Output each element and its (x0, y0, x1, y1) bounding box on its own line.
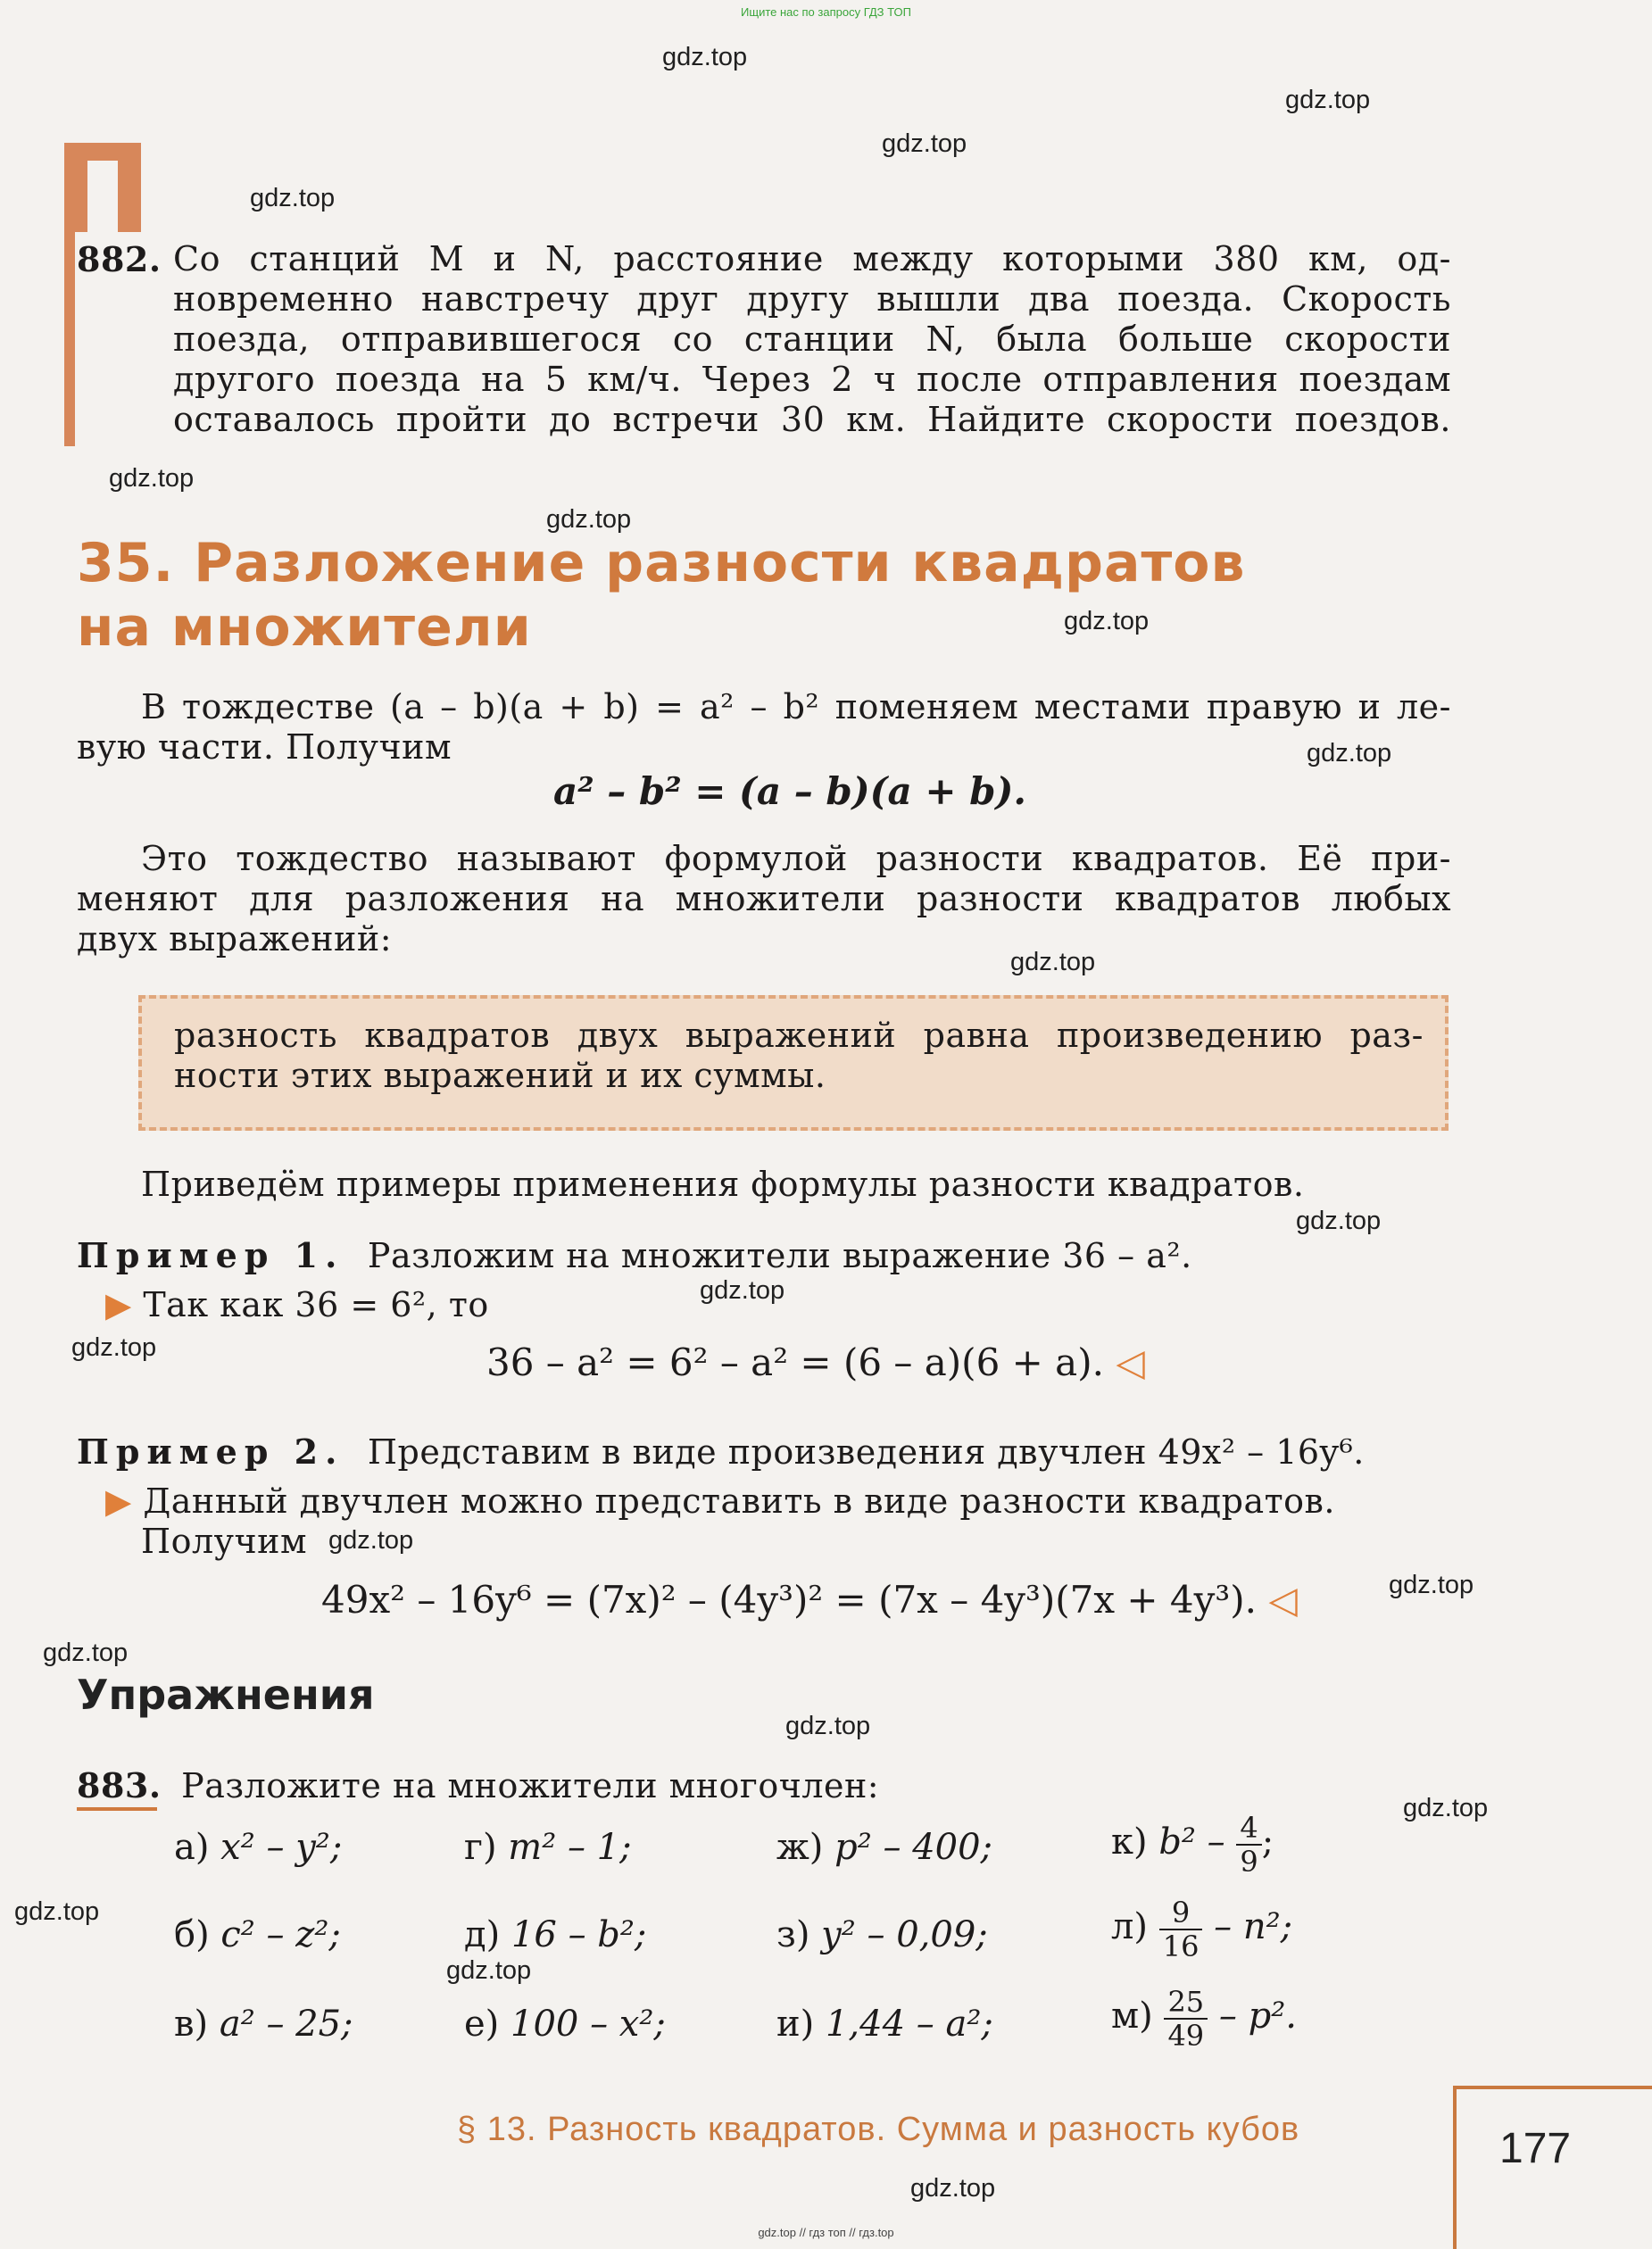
problem-line: оставалось пройти до встречи 30 км. Найдите скорости поездов. (173, 400, 1451, 439)
problem-line: поезда, отправившегося со станции N, была больше скорости (173, 320, 1451, 359)
triangle-left-icon: ◁ (1268, 1578, 1298, 1622)
problem-number: 883. (77, 1765, 162, 1805)
problem-number-underline (77, 1807, 157, 1811)
exercise-item: е) 100 – x²; (464, 2004, 666, 2045)
footer-text: § 13. Разность квадратов. Сумма и разность кубов (457, 2111, 1300, 2148)
triangle-right-icon: ▶ (105, 1481, 132, 1521)
exercise-item: м) $\frac{25}{49}$ – p². (1111, 1985, 1297, 2053)
examples-intro: Приведём примеры применения формулы разности квадратов. (141, 1165, 1305, 1204)
problem-text: Разложите на множители многочлен: (181, 1766, 880, 1805)
exercise-item: л) $\frac{9}{16}$ – n²; (1111, 1896, 1293, 1963)
formula-text: 36 – a² = 6² – a² = (6 – a)(6 + a). (486, 1340, 1104, 1384)
top-note: Ищите нас по запросу ГДЗ ТОП (741, 5, 911, 19)
exercise-item: г) m² – 1; (464, 1827, 632, 1868)
exercise-item: з) y² – 0,09; (776, 1914, 988, 1955)
watermark: gdz.top (446, 1956, 532, 1985)
exercise-item: в) a² – 25; (174, 2004, 353, 2045)
triangle-left-icon: ◁ (1116, 1340, 1145, 1384)
exercise-item: и) 1,44 – a²; (776, 2004, 993, 2045)
bottom-note: gdz.top // гдз топ // гдз.top (758, 2226, 894, 2239)
paragraph-line: двух выражений: (77, 919, 393, 959)
paragraph-line: меняют для разложения на множители разности квадратов любых (77, 879, 1451, 918)
problem-883-heading (77, 1765, 879, 1805)
fraction: $\frac{9}{16}$ (1159, 1896, 1203, 1963)
watermark: gdz.top (71, 1333, 157, 1362)
watermark: gdz.top (14, 1897, 100, 1926)
watermark: gdz.top (1296, 1207, 1382, 1235)
watermark: gdz.top (1389, 1571, 1474, 1599)
intro-formula: a² – b² = (a – b)(a + b). (553, 769, 1027, 813)
intro-text (77, 687, 1451, 768)
exercise-item: а) x² – y²; (174, 1827, 343, 1868)
problem-marker-cutout (87, 161, 118, 232)
watermark: gdz.top (1285, 86, 1371, 114)
intro-line: В тождестве (a – b)(a + b) = a² – b² поменяем местами правую и ле- (141, 687, 1451, 726)
paragraph-line: Это тождество называют формулой разности квадратов. Её при- (141, 839, 1451, 878)
bleed-through (1232, 143, 1241, 178)
section-title-line2: на множители (77, 596, 532, 659)
example-2-line2 (105, 1481, 1335, 1521)
watermark: gdz.top (546, 505, 632, 534)
example-label: Пример 1. (77, 1235, 345, 1275)
watermark: gdz.top (328, 1526, 414, 1555)
example-2-formula (321, 1578, 1298, 1622)
example-2-heading (77, 1432, 1365, 1472)
watermark: gdz.top (700, 1276, 785, 1305)
intro-line: вую части. Получим (77, 727, 452, 767)
formula-text: 49x² – 16y⁶ = (7x)² – (4y³)² = (7x – 4y³)(7x + 4y³). (321, 1578, 1257, 1622)
watermark: gdz.top (109, 464, 195, 493)
example-text: Представим в виде произведения двучлен 49x² – 16y⁶. (367, 1432, 1365, 1472)
watermark: gdz.top (910, 2174, 996, 2203)
watermark: gdz.top (882, 129, 967, 158)
watermark: gdz.top (250, 184, 336, 212)
intro-paragraph (77, 839, 1451, 959)
exercise-item: ж) p² – 400; (776, 1827, 993, 1868)
page-number: 177 (1499, 2125, 1572, 2172)
example-1-formula (486, 1340, 1145, 1384)
rule-text (174, 1016, 1424, 1096)
watermark: gdz.top (1064, 607, 1150, 635)
watermark: gdz.top (662, 43, 748, 71)
rule-line: ности этих выражений и их суммы. (174, 1056, 826, 1095)
rule-line: разность квадратов двух выражений равна произведению раз- (174, 1016, 1424, 1055)
watermark: gdz.top (785, 1712, 871, 1740)
exercise-item: д) 16 – b²; (464, 1914, 647, 1955)
example-1-heading (77, 1235, 1192, 1275)
example-line: Данный двучлен можно представить в виде разности квадратов. (143, 1481, 1336, 1521)
example-text: Разложим на множители выражение 36 – a². (367, 1236, 1192, 1275)
exercises-heading: Упражнения (77, 1671, 375, 1719)
section-title-line1: 35. Разложение разности квадратов (77, 532, 1246, 594)
watermark: gdz.top (1403, 1794, 1489, 1822)
fraction: $\frac{4}{9}$ (1236, 1812, 1261, 1878)
watermark: gdz.top (43, 1639, 129, 1667)
problem-line: новременно навстречу друг другу вышли два поезда. Скорость (173, 279, 1451, 319)
example-1-line2 (105, 1285, 489, 1324)
problem-line: Со станций M и N, расстояние между которыми 380 км, од- (173, 239, 1451, 278)
example-label: Пример 2. (77, 1432, 345, 1472)
example-2-line3: Получим (141, 1522, 308, 1561)
fraction: $\frac{25}{49}$ (1164, 1986, 1208, 2052)
problem-number: 882. (77, 239, 162, 279)
watermark: gdz.top (1307, 739, 1392, 768)
problem-marker-bar (64, 223, 75, 446)
exercise-item: к) b² – $\frac{4}{9}$ ; (1111, 1811, 1274, 1879)
problem-line: другого поезда на 5 км/ч. Через 2 ч после отправления поездам (173, 360, 1451, 399)
exercise-item: б) c² – z²; (174, 1914, 341, 1955)
watermark: gdz.top (1010, 948, 1096, 976)
triangle-right-icon: ▶ (105, 1285, 132, 1324)
example-line: Так как 36 = 6², то (143, 1285, 489, 1324)
